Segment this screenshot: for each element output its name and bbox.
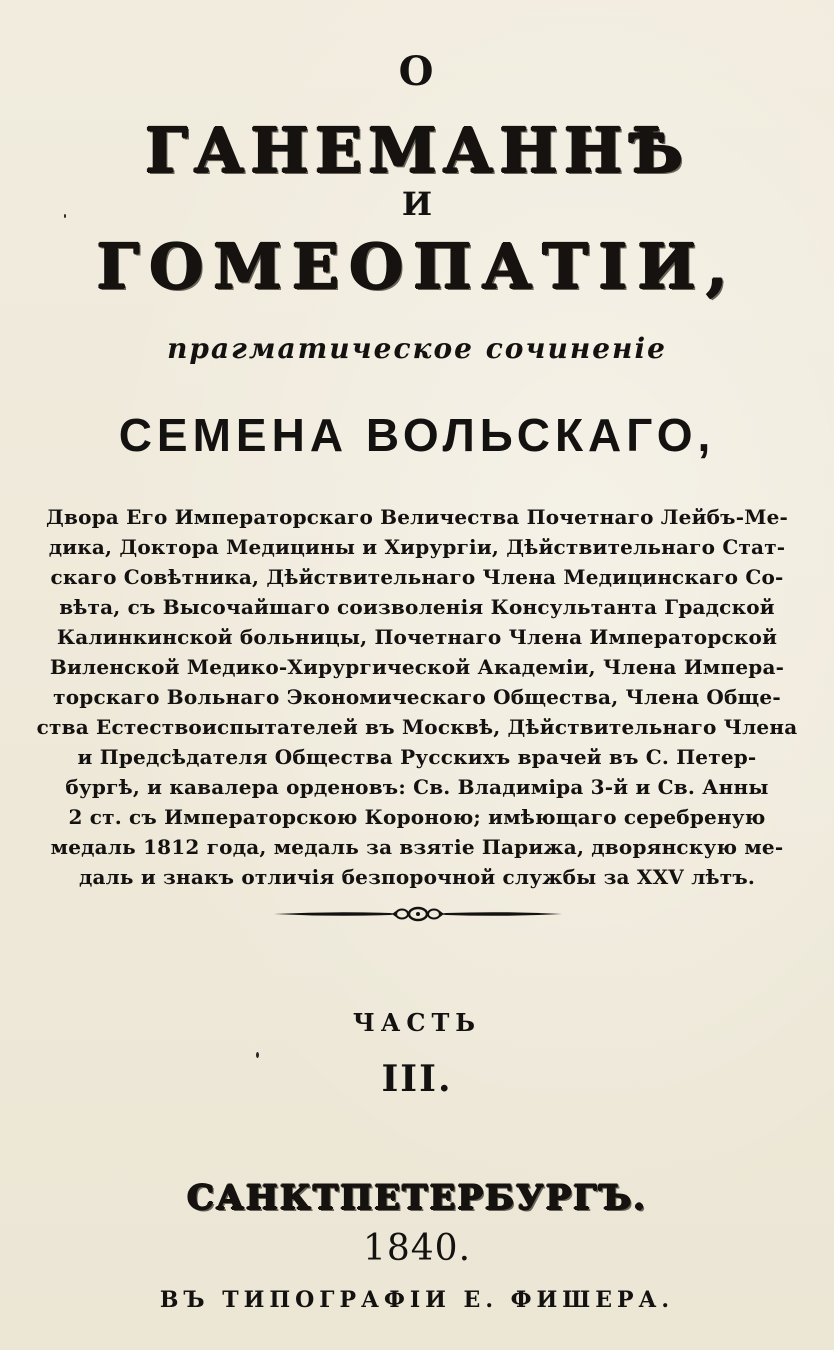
bio-line: дика, Доктора Медицины и Хирургіи, Дѣйствительнаго Стат-	[48, 535, 786, 559]
bio-line: даль и знакъ отличія безпорочной службы за XXV лѣтъ.	[78, 865, 756, 889]
part-number: III.	[381, 1058, 453, 1100]
ink-speck	[64, 214, 66, 218]
bio-line: ства Естествоиспытателей въ Москвѣ, Дѣйствительнаго Члена	[36, 715, 798, 739]
bio-line: Виленской Медико-Хирургической Академіи, Члена Импера-	[49, 655, 785, 679]
bio-line: 2 ст. съ Императорскою Короною; имѣющаго серебреную	[68, 805, 766, 829]
author-name: СЕМЕНА ВОЛЬСКАГО,	[118, 409, 716, 461]
bio-line: Калинкинской больницы, Почетнаго Члена Императорской	[56, 625, 778, 649]
part-label: ЧАСТЬ	[352, 1008, 482, 1037]
bio-line: скаго Совѣтника, Дѣйствительнаго Члена Медицинскаго Со-	[50, 565, 784, 589]
divider-ornament-icon	[272, 902, 564, 926]
imprint-printer: ВЪ ТИПОГРАФІИ Е. ФИШЕРА.	[159, 1287, 675, 1313]
imprint-year: 1840.	[362, 1228, 472, 1269]
bio-line: Двора Его Императорскаго Величества Почетнаго Лейбъ-Ме-	[45, 505, 788, 529]
bio-line: вѣта, съ Высочайшаго соизволенія Консультанта Градской	[59, 595, 775, 619]
title-conjunction: И	[401, 185, 433, 223]
imprint-city: САНКТПЕТЕРБУРГЪ.	[187, 1178, 647, 1218]
title-prefix: О	[398, 48, 436, 95]
bio-line: торскаго Вольнаго Экономическаго Общества, Члена Обще-	[53, 685, 781, 709]
bio-line: и Предсѣдателя Общества Русскихъ врачей въ С. Петер-	[77, 745, 757, 769]
title-name: ГАНЕМАННѢ	[144, 114, 689, 187]
subtitle: прагматическое сочиненіе	[167, 332, 667, 365]
bio-line: медаль 1812 года, медаль за взятіе Парижа, дворянскую ме-	[50, 835, 784, 859]
bio-line: бургѣ, и кавалера орденовъ: Св. Владиміра 3-й и Св. Анны	[65, 775, 769, 799]
title-subject: ГОМЕОПАТІИ,	[96, 230, 738, 303]
ink-speck	[256, 1052, 259, 1058]
